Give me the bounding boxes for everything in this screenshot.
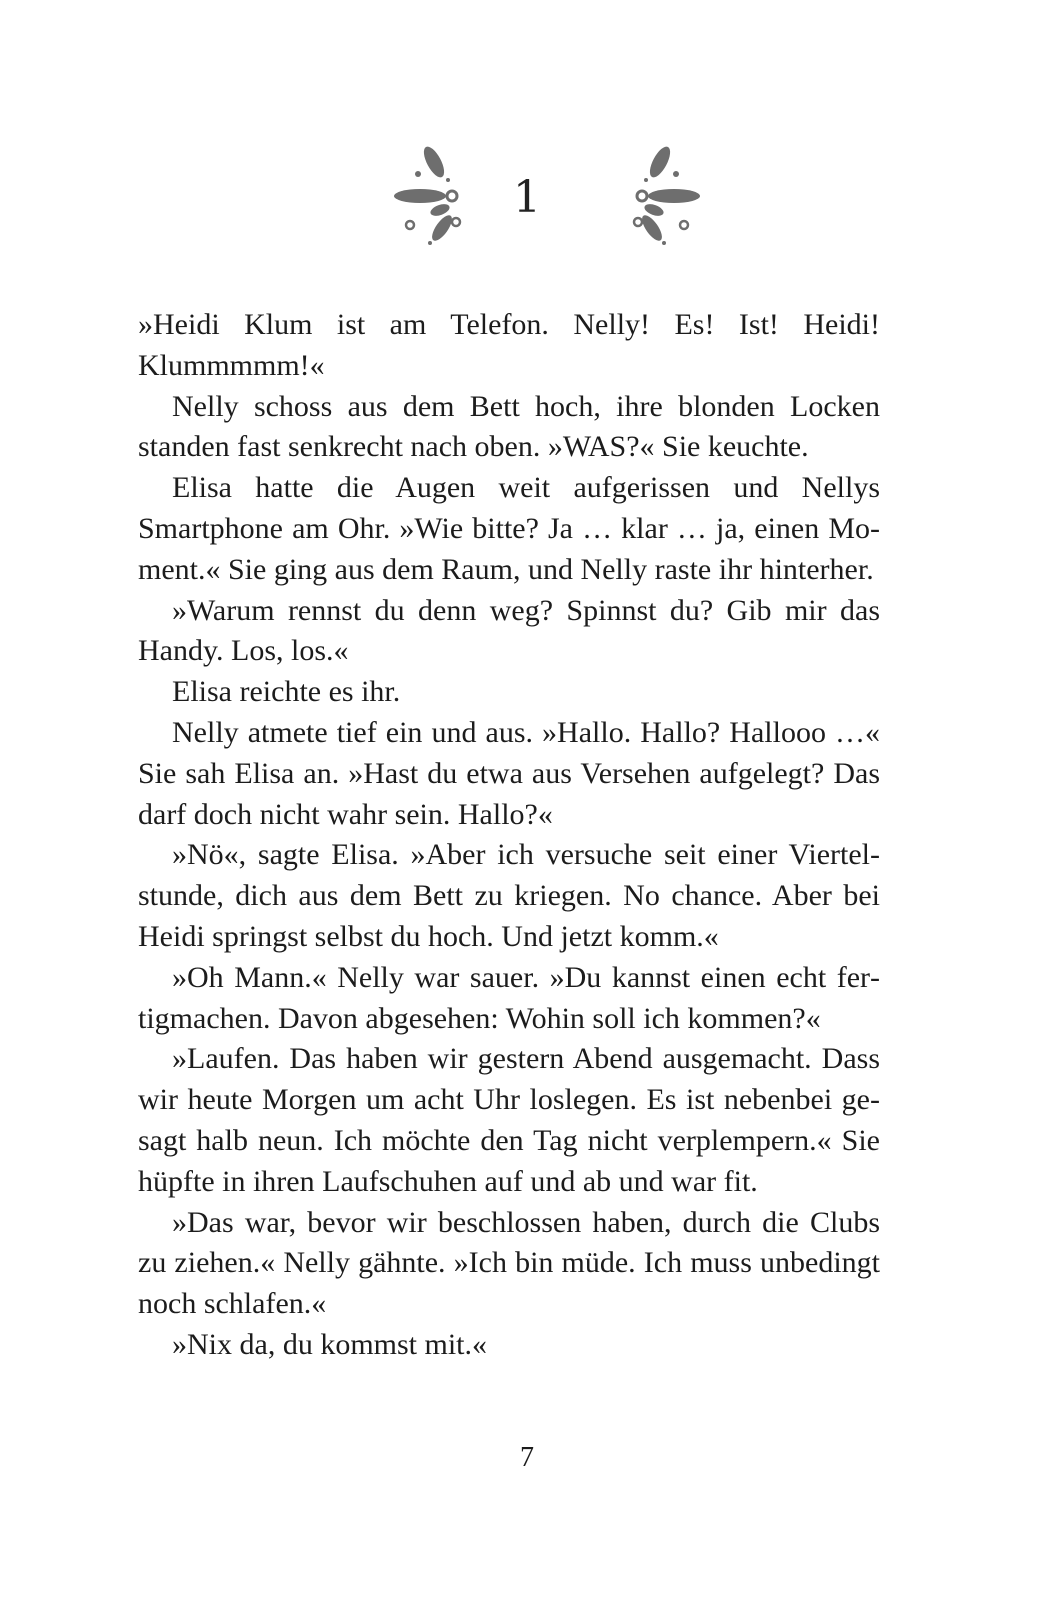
splash-ornament-icon xyxy=(572,140,702,260)
chapter-text xyxy=(138,305,880,1366)
chapter-heading xyxy=(0,140,1054,260)
paragraph: »Nö«, sagte Elisa. »Aber ich versuche seit einer Viertelstunde, dich aus dem Bett zu kriegen. No chance. Aber bei Heidi springst selbst du hoch. Und jetzt komm.« xyxy=(138,838,880,953)
paragraph: »Laufen. Das haben wir gestern Abend ausgemacht. Dass wir heute Morgen um acht Uhr loslegen. Es ist nebenbei gesagt halb neun. Ich möchte den Tag nicht verplempern.« Sie hüpfte in ihren Laufschuhen auf und ab und war fit. xyxy=(138,1042,880,1198)
paragraph: »Oh Mann.« Nelly war sauer. »Du kannst einen echt fertigmachen. Davon abgesehen: Wohin soll ich kommen?« xyxy=(138,960,880,1035)
chapter-number: 1 xyxy=(513,172,541,223)
paragraph: »Warum rennst du denn weg? Spinnst du? Gib mir das Handy. Los, los.« xyxy=(138,593,880,668)
paragraph: »Das war, bevor wir beschlossen haben, durch die Clubs zu ziehen.« Nelly gähnte. »Ich bin müde. Ich muss unbedingt noch schlafen.« xyxy=(138,1205,880,1321)
paragraph: Nelly atmete tief ein und aus. »Hallo. Hallo? Hallooo …« Sie sah Elisa an. »Hast du etwa aus Versehen aufgelegt? Das darf doch nicht wahr sein. Hallo?« xyxy=(138,715,880,831)
paragraph: »Heidi Klum ist am Telefon. Nelly! Es! Ist! Heidi! Klummmmm!« xyxy=(138,308,880,382)
paragraph: Elisa hatte die Augen weit aufgerissen und Nellys Smartphone am Ohr. »Wie bitte? Ja … klar … ja, einen Moment.« Sie ging aus dem Raum, und Nelly raste ihr hinterher. xyxy=(138,471,880,586)
paragraph: »Nix da, du kommst mit.« xyxy=(172,1327,487,1361)
paragraph: Elisa reichte es ihr. xyxy=(172,675,401,709)
page-number: 7 xyxy=(520,1442,534,1473)
paragraph: Nelly schoss aus dem Bett hoch, ihre blonden Locken standen fast senkrecht nach oben. »WAS?« Sie keuchte. xyxy=(138,389,880,464)
